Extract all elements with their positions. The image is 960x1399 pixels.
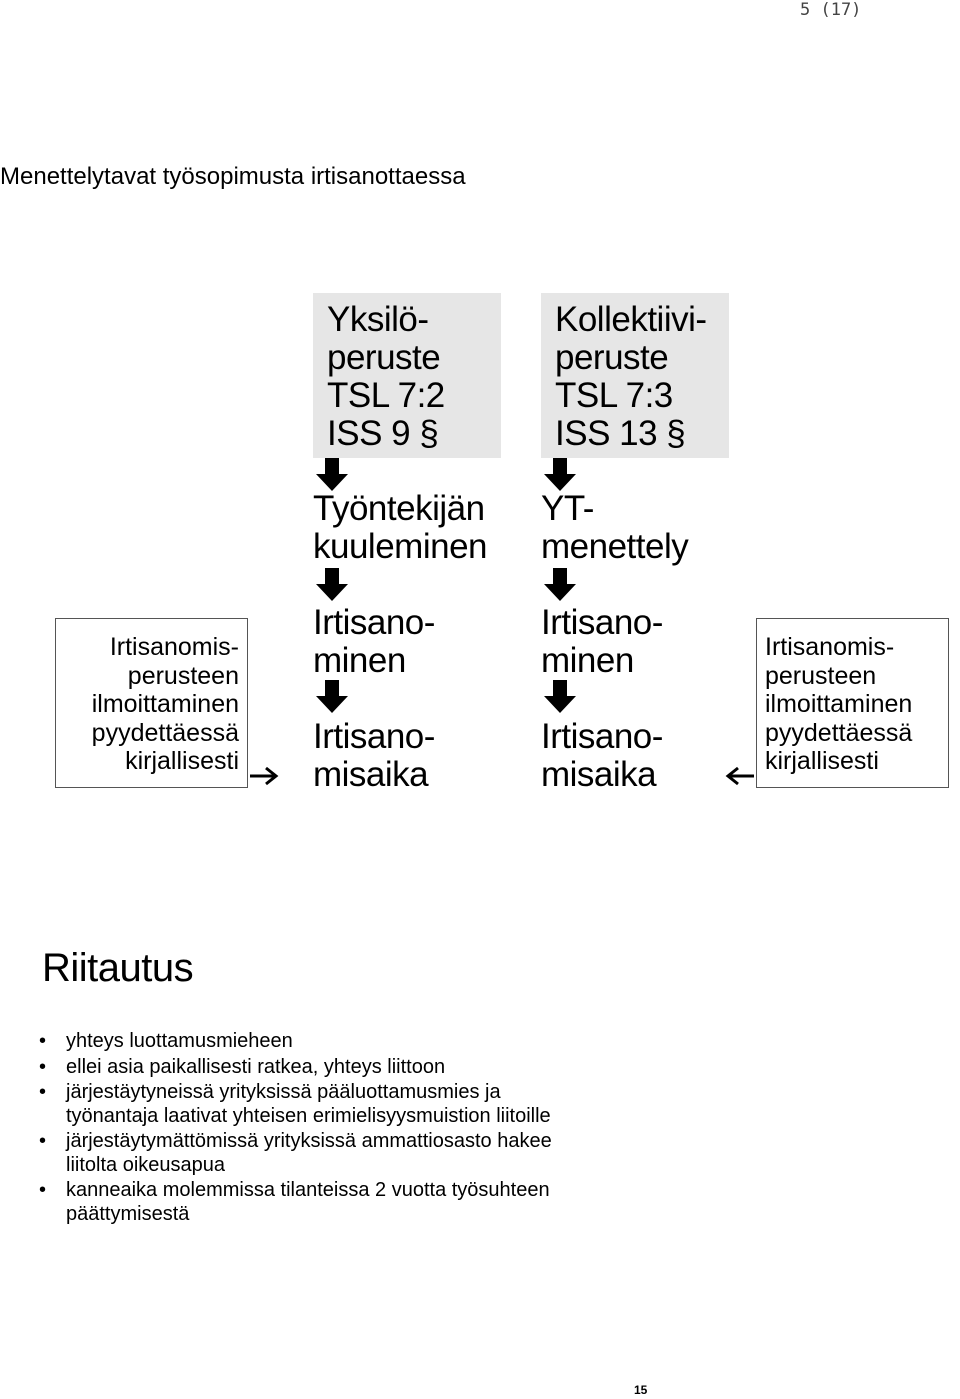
list-item xyxy=(36,1179,666,1226)
arrow-down-icon xyxy=(542,680,578,714)
step-notice-period-left xyxy=(313,718,435,794)
arrow-right-icon xyxy=(248,765,280,787)
step-line: Irtisano- xyxy=(313,603,435,642)
side-line: kirjallisesti xyxy=(125,747,239,775)
bullet-icon: • xyxy=(39,1130,47,1152)
step-line: YT- xyxy=(541,489,594,528)
heading-line: TSL 7:2 xyxy=(327,376,445,415)
list-item-text: järjestäytymättömissä yrityksissä ammattiosasto hakee xyxy=(66,1130,552,1152)
side-box-right xyxy=(756,618,949,788)
side-line: perusteen xyxy=(127,661,239,690)
heading-line: Kollektiivi- xyxy=(555,300,707,339)
list-item xyxy=(36,1030,666,1054)
step-line: Irtisano- xyxy=(541,717,663,756)
list-item-text: yhteys luottamusmieheen xyxy=(66,1030,293,1052)
page-number: 5 (17) xyxy=(800,0,862,20)
page-title: Menettelytavat työsopimusta irtisanottaessa xyxy=(0,163,466,190)
step-line: Irtisano- xyxy=(541,603,663,642)
arrow-down-icon xyxy=(314,680,350,714)
heading-line: Yksilö- xyxy=(327,300,429,339)
side-line: Irtisanomis- xyxy=(765,633,895,661)
side-line: ilmoittaminen xyxy=(91,690,239,718)
arrow-down-icon xyxy=(314,458,350,492)
side-line: ilmoittaminen xyxy=(765,690,913,718)
list-item xyxy=(36,1130,666,1177)
bullet-icon: • xyxy=(39,1179,47,1201)
step-line: kuuleminen xyxy=(313,527,487,566)
arrow-down-icon xyxy=(542,568,578,602)
bullet-list xyxy=(36,1030,666,1228)
side-line: perusteen xyxy=(765,661,877,690)
side-line: kirjallisesti xyxy=(765,747,879,775)
list-item-text: päättymisestä xyxy=(66,1202,190,1225)
arrow-left-icon xyxy=(724,765,756,787)
step-line: minen xyxy=(313,641,406,680)
heading-line: peruste xyxy=(555,338,669,377)
heading-line: TSL 7:3 xyxy=(555,376,673,415)
list-item xyxy=(36,1081,666,1128)
section-title: Riitautus xyxy=(42,946,194,990)
bullet-icon: • xyxy=(39,1055,47,1078)
heading-line: ISS 9 § xyxy=(327,414,439,453)
step-line: Irtisano- xyxy=(313,717,435,756)
step-co-determination xyxy=(541,490,688,566)
heading-line: ISS 13 § xyxy=(555,414,686,453)
step-employee-hearing xyxy=(313,490,487,566)
heading-box-individual xyxy=(313,293,501,458)
step-line: misaika xyxy=(541,755,657,794)
side-line: pyydettäessä xyxy=(765,718,913,747)
heading-box-collective xyxy=(541,293,729,458)
step-notice-period-right xyxy=(541,718,663,794)
step-line: minen xyxy=(541,641,634,680)
step-termination-left xyxy=(313,604,435,680)
list-item-text: työnantaja laativat yhteisen erimielisyysmuistion liitoille xyxy=(66,1104,551,1127)
footer-page-number: 15 xyxy=(634,1383,648,1397)
step-line: misaika xyxy=(313,755,429,794)
bullet-icon: • xyxy=(39,1081,47,1103)
step-line: Työntekijän xyxy=(313,489,485,528)
arrow-down-icon xyxy=(542,458,578,492)
list-item-text: järjestäytyneissä yrityksissä pääluottamusmies ja xyxy=(66,1081,501,1103)
list-item-text: liitolta oikeusapua xyxy=(66,1153,225,1176)
step-termination-right xyxy=(541,604,663,680)
bullet-icon: • xyxy=(39,1030,47,1052)
arrow-down-icon xyxy=(314,568,350,602)
list-item xyxy=(36,1056,666,1080)
list-item-text: ellei asia paikallisesti ratkea, yhteys liittoon xyxy=(66,1055,446,1078)
list-item-text: kanneaika molemmissa tilanteissa 2 vuotta työsuhteen xyxy=(66,1179,550,1201)
side-box-left xyxy=(55,618,248,788)
step-line: menettely xyxy=(541,527,689,566)
side-line: pyydettäessä xyxy=(91,718,239,747)
side-line: Irtisanomis- xyxy=(109,633,239,661)
heading-line: peruste xyxy=(327,338,441,377)
